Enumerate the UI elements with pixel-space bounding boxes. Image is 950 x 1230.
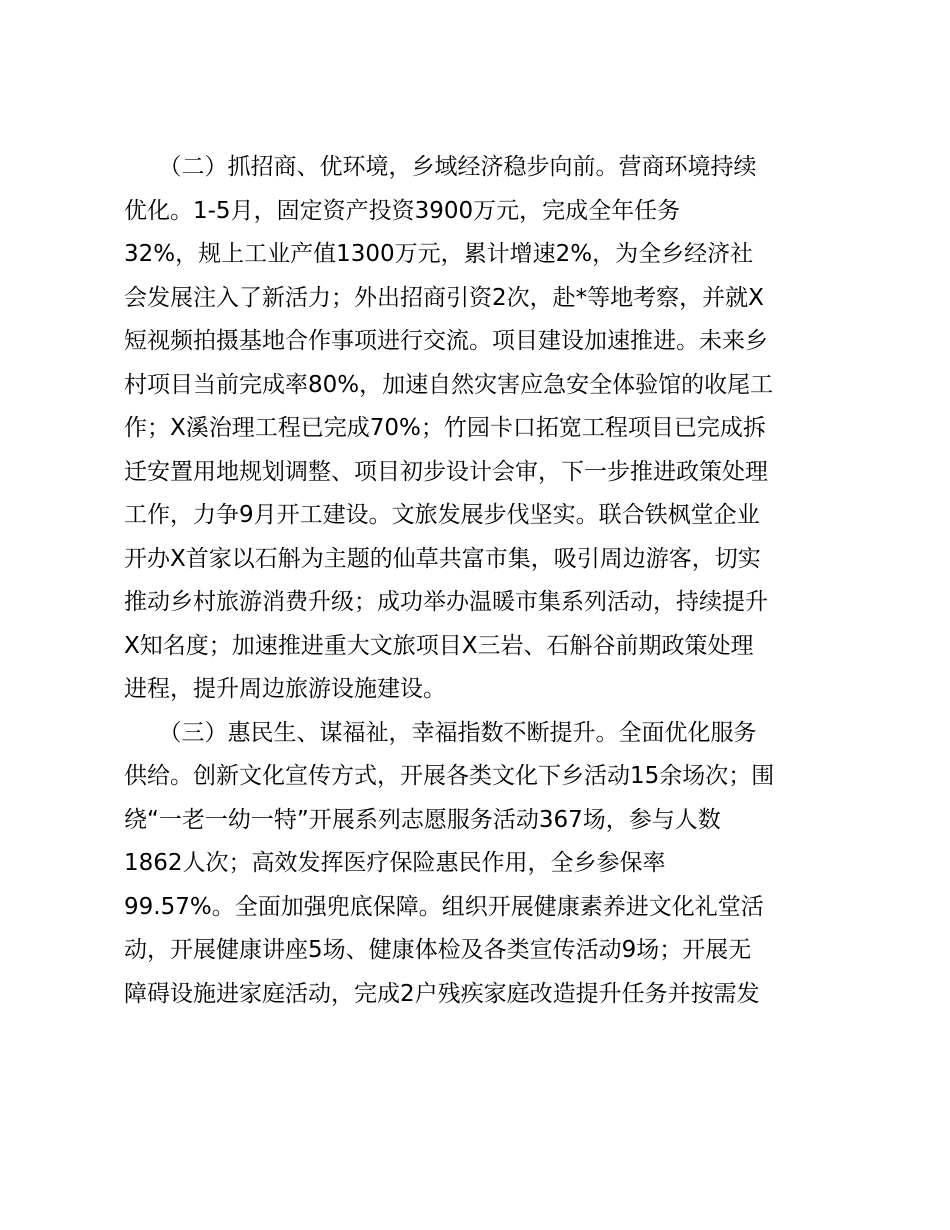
text-line: 开办X首家以石斛为主题的仙草共富市集，吸引周边游客，切实	[124, 545, 761, 572]
body-text	[124, 146, 844, 1016]
text-line: 作；X溪治理工程已完成70%；竹园卡口拓宽工程项目已完成拆	[124, 415, 766, 441]
text-line: 短视频拍摄基地合作事项进行交流。项目建设加速推进。未来乡	[124, 328, 768, 354]
text-line: （二）抓招商、优环境，乡域经济稳步向前。营商环境持续	[124, 154, 757, 180]
text-line: X知名度；加速推进重大文旅项目X三岩、石斛谷前期政策处理	[124, 632, 754, 659]
text-line: 推动乡村旅游消费升级；成功举办温暖市集系列活动，持续提升	[124, 589, 768, 615]
text-line: 优化。1-5月，固定资产投资3900万元，完成全年任务	[124, 197, 681, 224]
text-line: 32%，规上工业产值1300万元，累计增速2%，为全乡经济社	[124, 241, 754, 267]
text-line: 障碍设施进家庭活动，完成2户残疾家庭改造提升任务并按需发	[124, 980, 760, 1007]
text-line: 供给。创新文化宣传方式，开展各类文化下乡活动15余场次；围	[124, 763, 775, 789]
text-line: （三）惠民生、谋福祉，幸福指数不断提升。全面优化服务	[124, 719, 757, 746]
text-line: 绕“一老一幼一特”开展系列志愿服务活动367场，参与人数	[124, 806, 721, 833]
text-line: 99.57%。全面加强兜底保障。组织开展健康素养进文化礼堂活	[124, 893, 764, 920]
text-line: 村项目当前完成率80%，加速自然灾害应急安全体验馆的收尾工	[124, 371, 774, 398]
text-line: 迁安置用地规划调整、项目初步设计会审，下一步推进政策处理	[124, 458, 768, 485]
text-line: 会发展注入了新活力；外出招商引资2次，赴*等地考察，并就X	[124, 284, 764, 311]
text-line: 进程，提升周边旅游设施建设。	[124, 676, 446, 702]
text-line: 动，开展健康讲座5场、健康体检及各类宣传活动9场；开展无	[124, 937, 752, 963]
text-line: 1862人次；高效发挥医疗保险惠民作用，全乡参保率	[124, 850, 666, 876]
text-line: 工作，力争9月开工建设。文旅发展步伐坚实。联合铁枫堂企业	[124, 502, 760, 528]
